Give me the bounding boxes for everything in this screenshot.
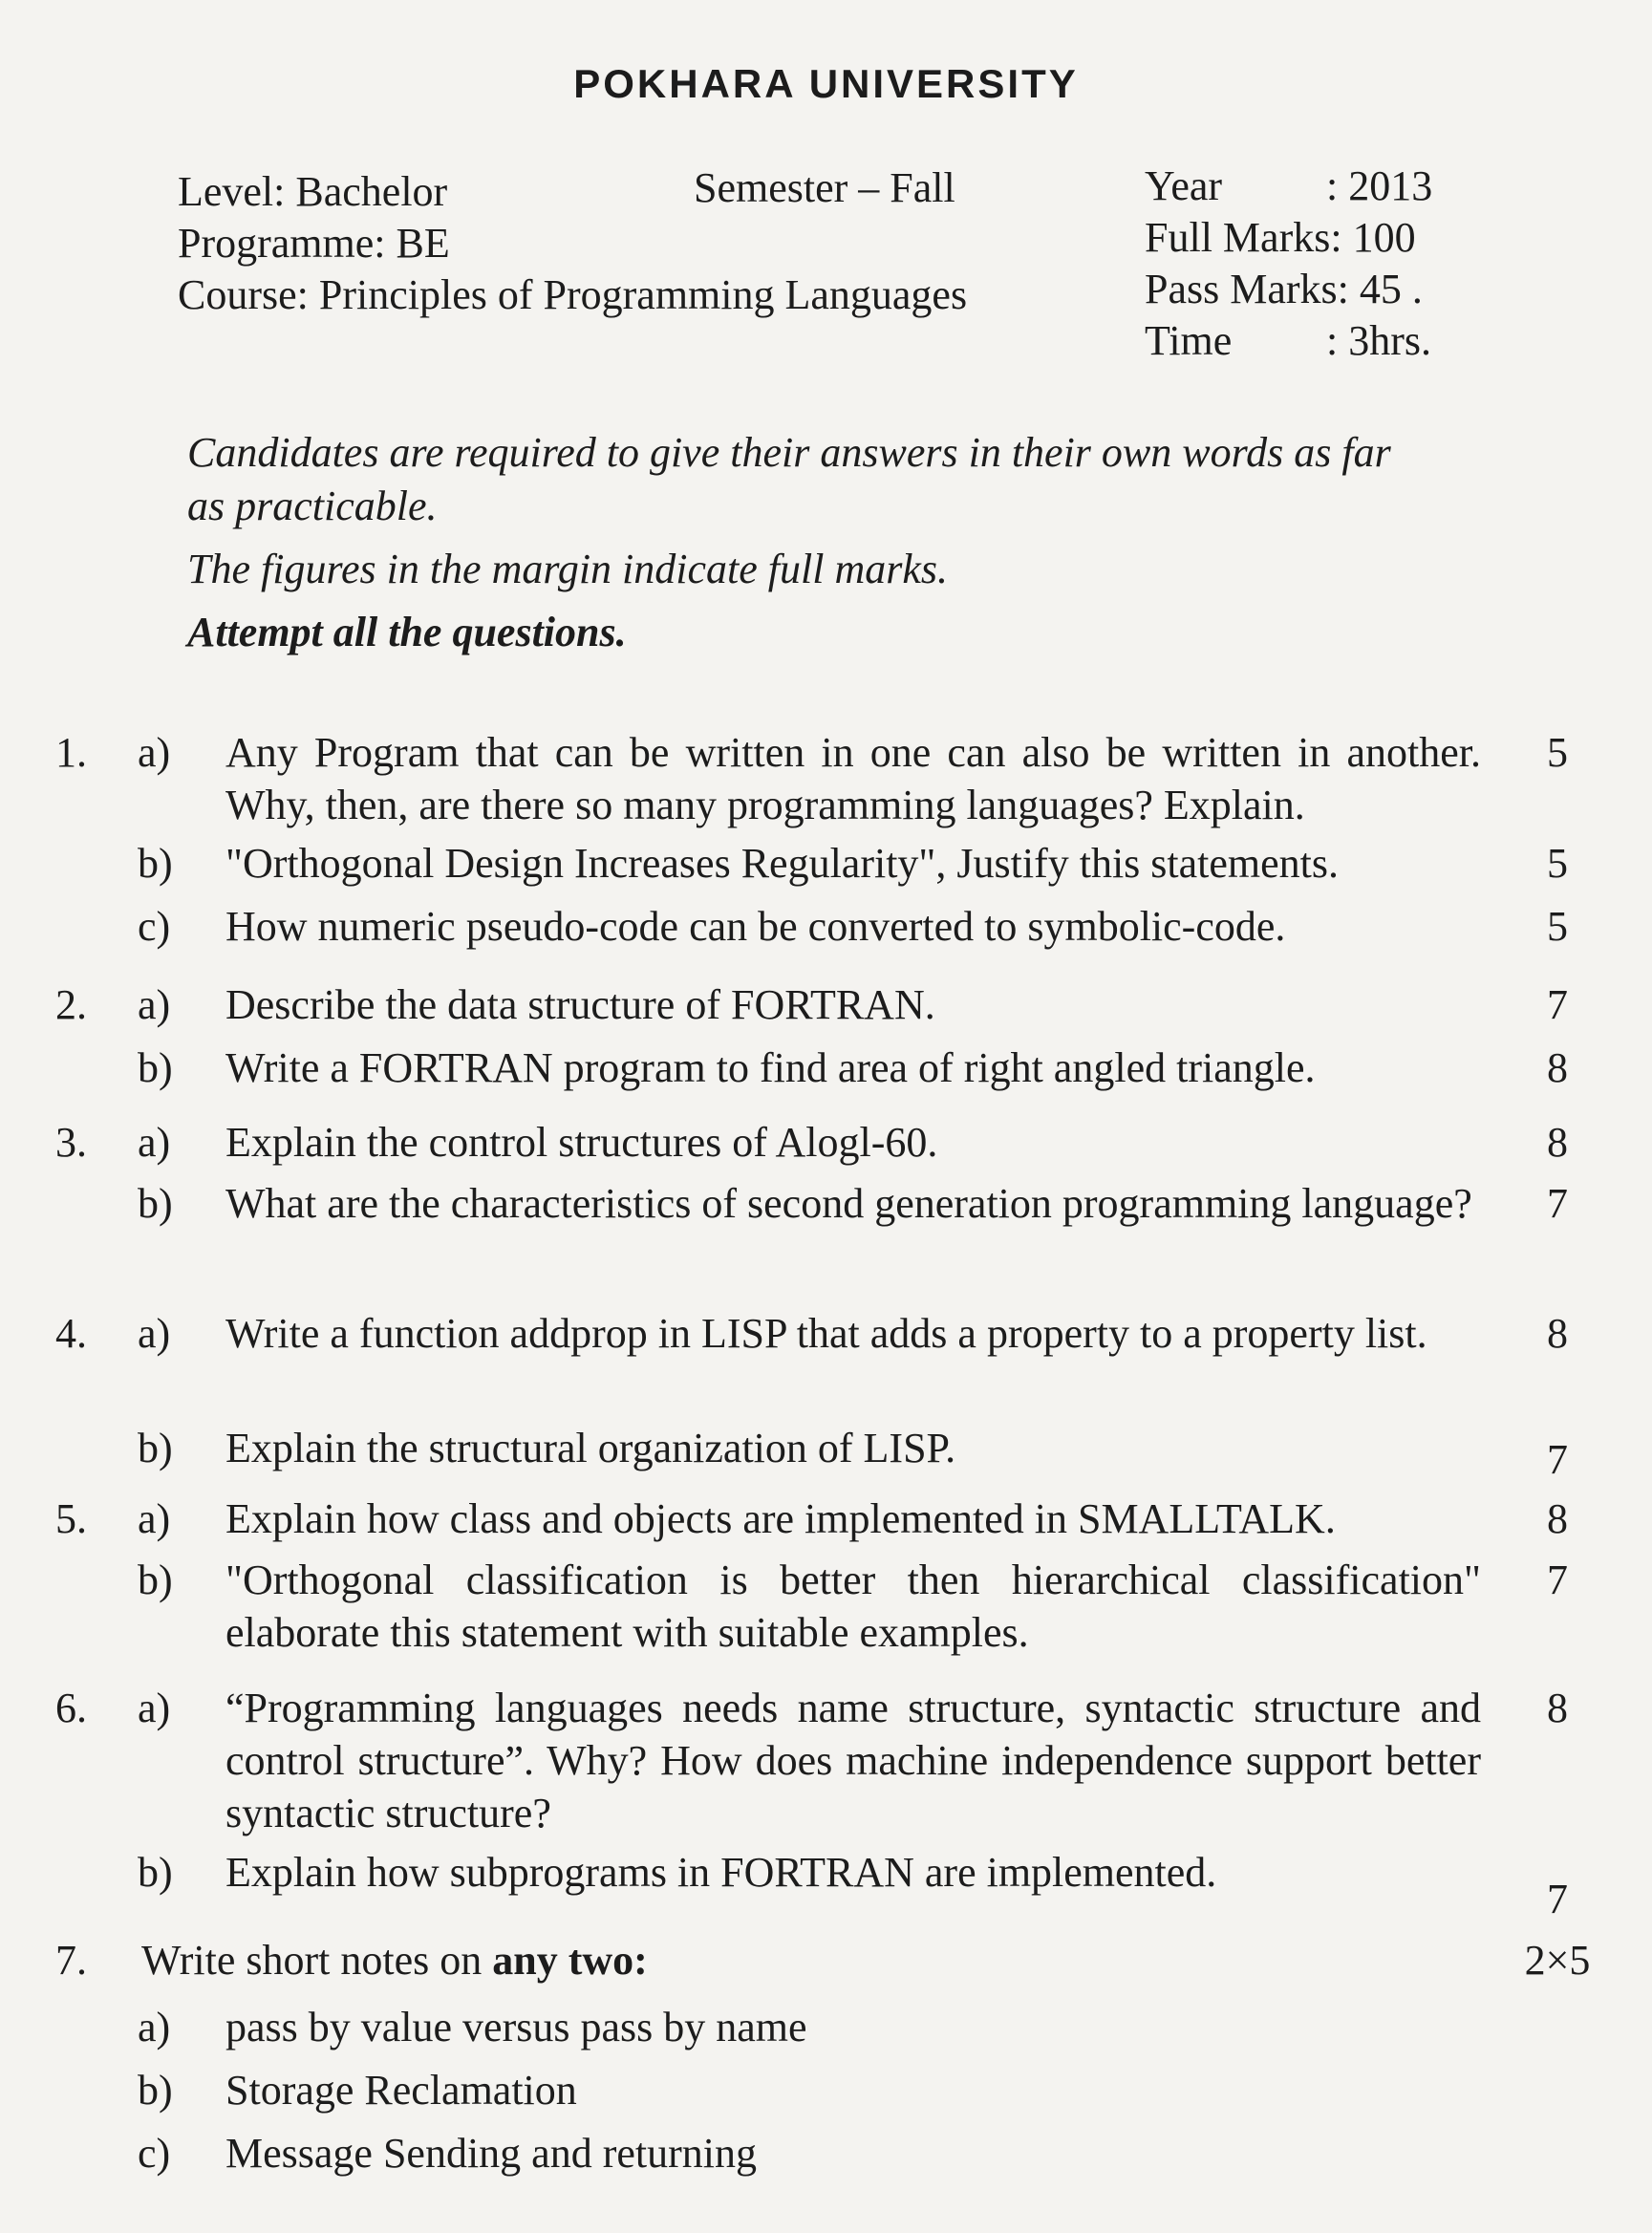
question-number: 3. [55,1119,87,1166]
year-row [1145,161,1432,212]
question-text: Explain how class and objects are implemented in SMALLTALK. [225,1495,1336,1542]
pass-marks: Pass Marks: 45 . [1145,266,1423,312]
question-part: a) [138,1119,171,1166]
question-marks: 5 [1547,729,1568,776]
instruction-line: Candidates are required to give their answers in their own words as far [187,429,1391,476]
time-row [1145,315,1432,367]
question-part: a) [138,1495,171,1542]
question-part: a) [138,1685,171,1731]
question-text: "Orthogonal Design Increases Regularity", Justify this statements. [225,840,1340,887]
question-number: 7. [55,1937,87,1984]
instruction-line: as practicable. [187,483,438,529]
course: Course: Principles of Programming Languages [178,271,968,318]
question-part: b) [138,1180,173,1227]
exam-info-right [1145,161,1432,367]
semester: Semester – Fall [694,164,955,211]
question-marks: 8 [1547,1310,1568,1357]
question-text: pass by value versus pass by name [225,2004,807,2050]
question-number: 2. [55,981,87,1028]
instruction-line: The figures in the margin indicate full marks. [187,546,949,592]
instructions [187,426,1506,659]
question-marks: 8 [1547,1044,1568,1091]
question-marks: 7 [1547,1180,1568,1227]
question-part: b) [138,2067,173,2114]
question-text: Explain how subprograms in FORTRAN are implemented. [225,1849,1217,1896]
question-text: “Programming languages needs name structure, syntactic structure and control structure”. Why? How does machine independence support better syntactic structure? [225,1685,1481,1836]
question-text: Explain the structural organization of LISP. [225,1425,956,1471]
question-text: Explain the control structures of Alogl-60. [225,1119,938,1166]
time-value: : 3hrs. [1326,317,1431,364]
question-text: Write a function addprop in LISP that adds a property to a property list. [225,1310,1427,1357]
year-label: Year [1145,162,1223,209]
level: Level: Bachelor [178,168,448,215]
question-part: b) [138,1425,173,1471]
question-text: Any Program that can be written in one can also be written in another. Why, then, are there so many programming languages? Explain. [225,729,1481,828]
instruction-line: Attempt all the questions. [187,609,627,655]
question-text: Storage Reclamation [225,2067,577,2114]
question-part: a) [138,981,171,1028]
question-text: Describe the data structure of FORTRAN. [225,981,935,1028]
question-part: a) [138,729,171,776]
question-text: What are the characteristics of second generation programming language? [225,1180,1472,1227]
question-marks: 8 [1547,1685,1568,1731]
question-part: b) [138,840,173,887]
question-marks: 2×5 [1524,1937,1591,1984]
question-marks: 7 [1547,1876,1568,1922]
question-number: 4. [55,1310,87,1357]
question-text-emphasis: any two: [492,1937,648,1984]
question-text: How numeric pseudo-code can be converted to symbolic-code. [225,903,1286,950]
question-text-prefix: Write short notes on [141,1937,493,1984]
question-marks: 5 [1547,903,1568,950]
question-number: 1. [55,729,87,776]
question-part: b) [138,1849,173,1896]
question-marks: 8 [1547,1495,1568,1542]
question-part: b) [138,1044,173,1091]
question-marks: 7 [1547,1557,1568,1603]
question-marks: 7 [1547,981,1568,1028]
question-marks: 8 [1547,1119,1568,1166]
year-value: : 2013 [1326,162,1433,209]
question-number: 6. [55,1685,87,1731]
time-label: Time [1145,317,1233,364]
university-title: POKHARA UNIVERSITY [573,61,1079,106]
question-part: a) [138,1310,171,1357]
question-marks: 5 [1547,840,1568,887]
question-text: "Orthogonal classification is better then hierarchical classification" elaborate this statement with suitable examples. [225,1557,1481,1656]
programme: Programme: BE [178,220,450,267]
question-marks: 7 [1547,1436,1568,1483]
question-part: c) [138,2130,171,2177]
question-number: 5. [55,1495,87,1542]
question-part: c) [138,903,171,950]
question-part: b) [138,1557,173,1603]
question-text [141,1934,1479,1986]
full-marks: Full Marks: 100 [1145,214,1416,261]
question-text: Write a FORTRAN program to find area of right angled triangle. [225,1044,1316,1091]
question-text: Message Sending and returning [225,2130,757,2177]
question-part: a) [138,2004,171,2050]
